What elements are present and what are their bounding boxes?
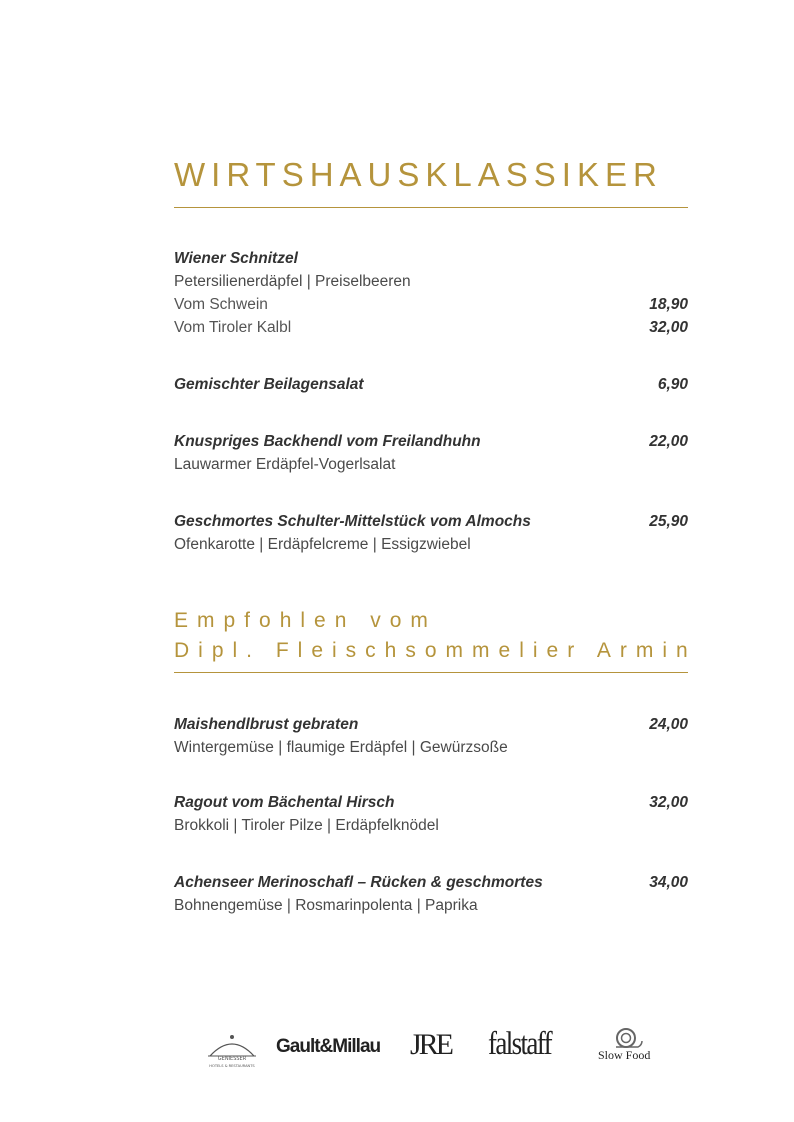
menu-item-description [174, 454, 688, 476]
dish-description: Bohnengemüse | Rosmarinpolenta | Paprika [174, 897, 478, 914]
menu-item-almochs [174, 511, 688, 533]
gault-millau-logo [276, 1026, 388, 1070]
partner-logos [200, 1026, 670, 1070]
dish-name: Maishendlbrust gebraten [174, 716, 359, 733]
dish-price: 24,00 [649, 716, 688, 733]
menu-item-description [174, 271, 688, 293]
section-title-line: Dipl. Fleischsommelier Armin [174, 639, 697, 662]
dish-description: Brokkoli | Tiroler Pilze | Erdäpfelknödel [174, 817, 439, 834]
section-title-wirtshausklassiker: WIRTSHAUSKLASSIKER [174, 156, 663, 193]
gault-millau-logo-text: Gault&Millau [276, 1036, 381, 1057]
variant-label: Vom Tiroler Kalbl [174, 319, 292, 336]
falstaff-logo-text: falstaff [488, 1026, 552, 1062]
dish-price: 22,00 [649, 433, 688, 450]
variant-price: 18,90 [649, 296, 688, 313]
dish-name: Gemischter Beilagensalat [174, 376, 364, 393]
dish-description: Lauwarmer Erdäpfel-Vogerlsalat [174, 456, 396, 473]
variant-price: 32,00 [649, 319, 688, 336]
dish-description: Ofenkarotte | Erdäpfelcreme | Essigzwiebel [174, 536, 471, 553]
menu-item-backhendl [174, 431, 688, 453]
menu-item-description [174, 815, 688, 837]
section-title-line: Empfohlen vom [174, 609, 437, 632]
menu-item-maishendl [174, 714, 688, 736]
menu-item-wiener-schnitzel [174, 248, 688, 270]
dish-name: Geschmortes Schulter-Mittelstück vom Almochs [174, 513, 531, 530]
menu-variant-row [174, 294, 688, 316]
section-title-empfohlen [174, 606, 734, 666]
geniesser-logo-subtext: HOTELS & RESTAURANTS [209, 1064, 255, 1068]
falstaff-logo [488, 1026, 570, 1070]
section-divider [174, 207, 688, 208]
menu-item-description [174, 534, 688, 556]
dish-price: 34,00 [649, 874, 688, 891]
menu-item-description [174, 737, 688, 759]
menu-item-merinoschafl [174, 872, 688, 894]
dish-price: 6,90 [657, 376, 688, 393]
slow-food-logo [598, 1026, 660, 1070]
dish-name: Ragout vom Bächental Hirsch [174, 794, 395, 811]
menu-variant-row [174, 317, 688, 339]
dish-description: Petersilienerdäpfel | Preiselbeeren [174, 273, 411, 290]
slow-food-logo-text: Slow Food [598, 1048, 651, 1062]
geniesser-logo [204, 1026, 260, 1070]
jre-logo [410, 1026, 462, 1070]
dish-name: Knuspriges Backhendl vom Freilandhuhn [174, 433, 481, 450]
dish-price: 25,90 [649, 513, 688, 530]
dish-name: Achenseer Merinoschafl – Rücken & geschmortes [174, 874, 543, 891]
geniesser-logo-text: GENIESSER [217, 1056, 247, 1062]
menu-item-hirsch [174, 792, 688, 814]
dish-name: Wiener Schnitzel [174, 250, 298, 267]
snail-icon [598, 1026, 660, 1050]
menu-item-beilagensalat [174, 374, 688, 396]
section-divider [174, 672, 688, 673]
jre-logo-text: JRE [410, 1028, 452, 1061]
variant-label: Vom Schwein [174, 296, 268, 313]
menu-item-description [174, 895, 688, 917]
dish-price: 32,00 [649, 794, 688, 811]
dish-description: Wintergemüse | flaumige Erdäpfel | Gewürzsoße [174, 739, 508, 756]
